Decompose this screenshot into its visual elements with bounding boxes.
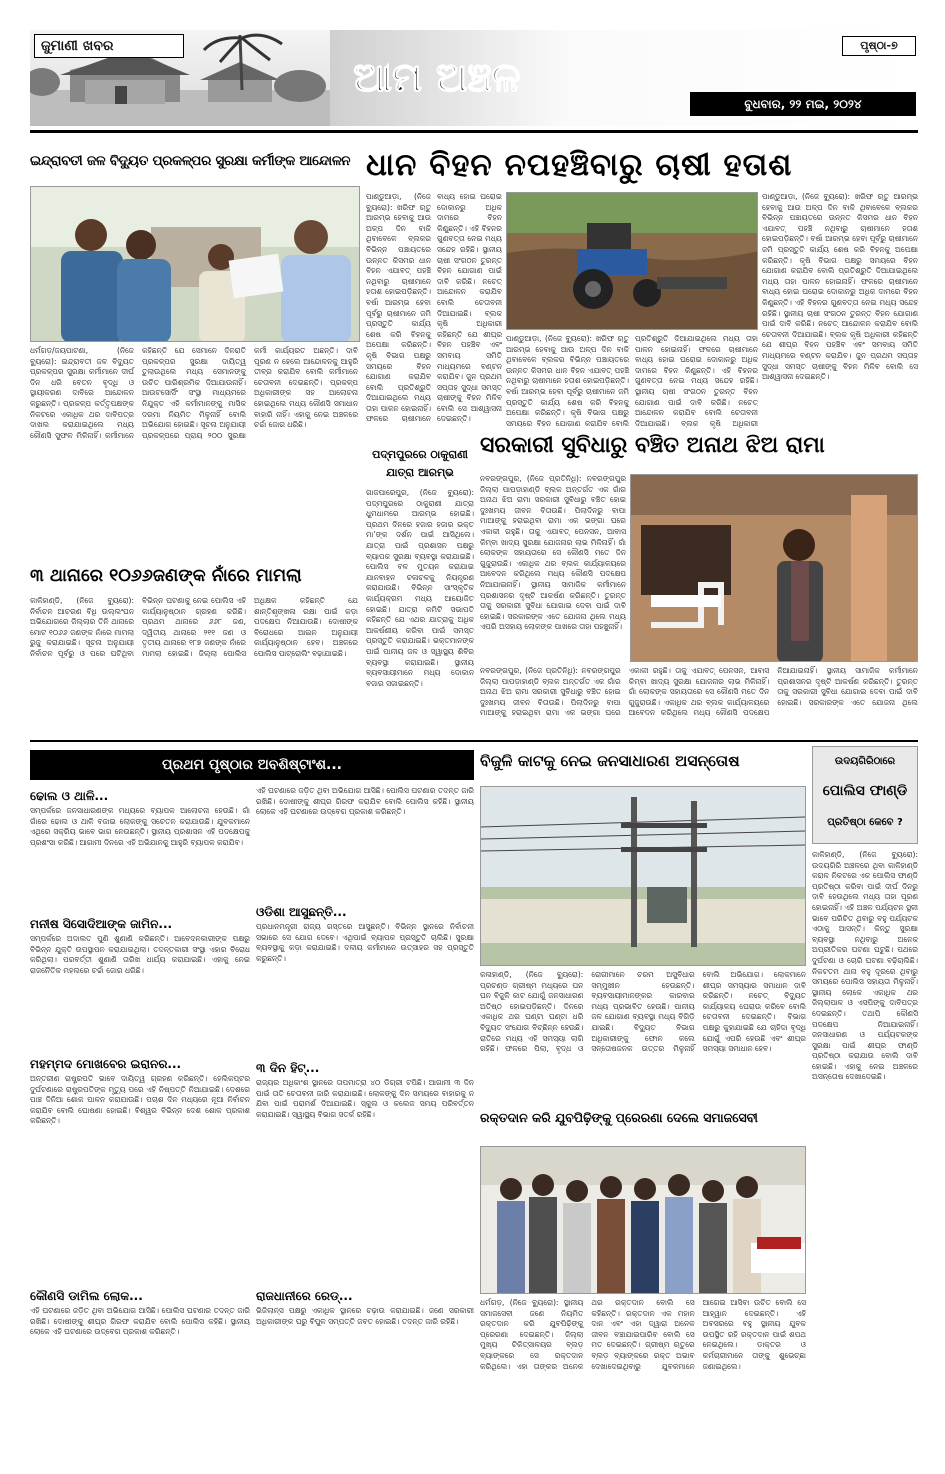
continued-banner-text: ପ୍ରଥମ ପୃଷ୍ଠାର ଅବଶିଷ୍ଟାଂଶ...: [162, 757, 342, 773]
art2-body-left: ପାଣ୍ଡୁଆଡ଼ା, (ନିଜେ ବ୍ୟୁରୋ): ଖରିଫ ଋତୁ ଆରମ୍ଭ ହେବାକୁ ଆଉ ଅଳ୍ପ ଦିନ ବାକି ଥିବାବେଳେ ବ୍ଲକର ବିଭିନ୍ନ ପଞ୍ଚାୟତରେ ଉନ୍ନତ କିସମର ଧାନ ବିହନ ଏଯାବତ୍ ପହଞ୍ଚି ନଥିବାରୁ ଚାଷୀମାନେ ହତାଶ ହୋଇପଡ଼ିଛନ୍ତି। ବର୍ଷା ଆରମ୍ଭ ହେବା ପୂର୍ବରୁ ଚାଷୀମାନେ ଜମି ପ୍ରସ୍ତୁତି କାର୍ଯ୍ୟ ଶେଷ କରି ବିହନକୁ ଅପେକ୍ଷା କରିଛନ୍ତି। କୃଷି ବିଭାଗ ପକ୍ଷରୁ ସମୟରେ ବିହନ ଯୋଗାଣ କରାଯିବ ବୋଲି ପ୍ରତିଶ୍ରୁତି ଦିଆଯାଇଥିଲେ ମଧ୍ୟ ତାହା ପାଳନ ହୋଇନାହିଁ। ଫଳରେ ଚାଷୀମାନେ ବାଧ୍ୟ ହୋଇ ଘରୋଇ ଦୋକାନରୁ ଅଧିକ ଦାମରେ ବିହନ କିଣୁଛନ୍ତି। ଏହି ବିହନର ଗୁଣବତ୍ତା ନେଇ ମଧ୍ୟ ସନ୍ଦେହ ରହିଛି। ସ୍ଥାନୀୟ ଚାଷୀ ସଂଗଠନ ତୁରନ୍ତ ବିହନ ଯୋଗାଣ ପାଇଁ ଦାବି କରିଛି। ନଚେତ୍ ଆନ୍ଦୋଳନ କରାଯିବ ବୋଲି ଚେତାବନୀ ଦିଆଯାଇଛି। ବ୍ଲକ କୃଷି ଅଧିକାରୀ କହିଛନ୍ତି ଯେ ଶୀଘ୍ର ବିହନ ପହଞ୍ଚିବ ଏବଂ ସମବାୟ ସମିତି ମାଧ୍ୟମରେ ବଣ୍ଟନ କରାଯିବ। ଜୁନ ପ୍ରଥମ ସପ୍ତାହ ସୁଦ୍ଧା ସମସ୍ତ ଚାଷୀଙ୍କୁ ବିହନ ମିଳିବ ବୋଲି ସେ ଆଶ୍ୱାସନା ଦେଇଛନ୍ତି।: [366, 192, 502, 424]
art8-box: [812, 746, 918, 844]
art6-headline: ବିଜୁଳି କାଟକୁ ନେଇ ଜନସାଧାରଣ ଅସନ୍ତୋଷ: [480, 752, 740, 770]
cont-item-body: ଏହି ଘଟଣାରେ ଜଡ଼ିତ ଥିବା ଅଭିଯୋଗ ଆସିଛି। ପୋଲିସ ଘଟଣାର ତଦନ୍ତ ଜାରି ରଖିଛି। ଦୋଷୀଙ୍କୁ ଶୀଘ୍ର ଗିରଫ କରାଯିବ ବୋଲି ପୋଲିସ କହିଛି। ସ୍ଥାନୀୟ ଲୋକେ ଏହି ଘଟଣାରେ ଉଦ୍‌ବେଗ ପ୍ରକାଶ କରିଛନ୍ତି।: [256, 786, 474, 817]
masthead-rule: [30, 130, 918, 133]
cont-item-body: ଅନ୍ତରୀଣ ରାଷ୍ଟ୍ରପତି ଭାବେ ଦାୟିତ୍ୱ ଗ୍ରହଣ କରିଛନ୍ତି। ହେଲିକପ୍ଟର ଦୁର୍ଘଟଣାରେ ରାଷ୍ଟ୍ରପତିଙ୍କ ମୃତ୍ୟୁ ପରେ ଏହି ନିଷ୍ପତ୍ତି ନିଆଯାଇଛି। ଦେଶରେ ପାଞ୍ଚ ଦିନିଆ ଶୋକ ପାଳନ କରାଯାଉଛି। ପଚାଶ ଦିନ ମଧ୍ୟରେ ନୂଆ ନିର୍ବାଚନ କରାଯିବ ବୋଲି ଘୋଷଣା ହୋଇଛି। ବିଶ୍ୱର ବିଭିନ୍ନ ଦେଶ ଶୋକ ପ୍ରକାଶ କରିଛନ୍ତି।: [30, 1074, 250, 1126]
continued-col-right: [256, 786, 474, 1446]
brand-name: ଜୁମାଣୀ ଖବର: [41, 38, 114, 54]
art3-headline-line1: ପଦ୍ମପୁରରେ ଠାକୁରାଣୀ: [372, 448, 468, 461]
art4-headline: ସରକାରୀ ସୁବିଧାରୁ ବଞ୍ଚିତ ଅନାଥ ଝିଅ ରାମା: [480, 433, 825, 458]
art2-body-right: ପାଣ୍ଡୁଆଡ଼ା, (ନିଜେ ବ୍ୟୁରୋ): ଖରିଫ ଋତୁ ଆରମ୍ଭ ହେବାକୁ ଆଉ ଅଳ୍ପ ଦିନ ବାକି ଥିବାବେଳେ ବ୍ଲକର ବିଭିନ୍ନ ପଞ୍ଚାୟତରେ ଉନ୍ନତ କିସମର ଧାନ ବିହନ ଏଯାବତ୍ ପହଞ୍ଚି ନଥିବାରୁ ଚାଷୀମାନେ ହତାଶ ହୋଇପଡ଼ିଛନ୍ତି। ବର୍ଷା ଆରମ୍ଭ ହେବା ପୂର୍ବରୁ ଚାଷୀମାନେ ଜମି ପ୍ରସ୍ତୁତି କାର୍ଯ୍ୟ ଶେଷ କରି ବିହନକୁ ଅପେକ୍ଷା କରିଛନ୍ତି। କୃଷି ବିଭାଗ ପକ୍ଷରୁ ସମୟରେ ବିହନ ଯୋଗାଣ କରାଯିବ ବୋଲି ପ୍ରତିଶ୍ରୁତି ଦିଆଯାଇଥିଲେ ମଧ୍ୟ ତାହା ପାଳନ ହୋଇନାହିଁ। ଫଳରେ ଚାଷୀମାନେ ବାଧ୍ୟ ହୋଇ ଘରୋଇ ଦୋକାନରୁ ଅଧିକ ଦାମରେ ବିହନ କିଣୁଛନ୍ତି। ଏହି ବିହନର ଗୁଣବତ୍ତା ନେଇ ମଧ୍ୟ ସନ୍ଦେହ ରହିଛି। ସ୍ଥାନୀୟ ଚାଷୀ ସଂଗଠନ ତୁରନ୍ତ ବିହନ ଯୋଗାଣ ପାଇଁ ଦାବି କରିଛି। ନଚେତ୍ ଆନ୍ଦୋଳନ କରାଯିବ ବୋଲି ଚେତାବନୀ ଦିଆଯାଇଛି। ବ୍ଲକ କୃଷି ଅଧିକାରୀ କହିଛନ୍ତି ଯେ ଶୀଘ୍ର ବିହନ ପହଞ୍ଚିବ ଏବଂ ସମବାୟ ସମିତି ମାଧ୍ୟମରେ ବଣ୍ଟନ କରାଯିବ। ଜୁନ ପ୍ରଥମ ସପ୍ତାହ ସୁଦ୍ଧା ସମସ୍ତ ଚାଷୀଙ୍କୁ ବିହନ ମିଳିବ ବୋଲି ସେ ଆଶ୍ୱାସନା ଦେଇଛନ୍ତି।: [762, 192, 918, 382]
cont-item-body: ପ୍ରଧାନମନ୍ତ୍ରୀ ରାଜ୍ୟ ଗସ୍ତରେ ଆସୁଛନ୍ତି। ବିଭିନ୍ନ ସ୍ଥାନରେ ନିର୍ବାଚନୀ ସଭାରେ ସେ ଯୋଗ ଦେବେ। ଏଥିପାଇଁ ବ୍ୟାପକ ପ୍ରସ୍ତୁତି ଚାଲିଛି। ସୁରକ୍ଷା ବ୍ୟବସ୍ଥାକୁ କଡ଼ା କରାଯାଇଛି। ଦଳୀୟ କର୍ମୀମାନେ ଉତ୍ସାହର ସହ ପ୍ରସ୍ତୁତି କରୁଛନ୍ତି।: [256, 922, 474, 963]
art3-body: ଗାଜପାରେପୁର, (ନିଜେ ବ୍ୟୁରୋ): ପଦ୍ମପୁରରେ ଠାକୁରାଣୀ ଯାତ୍ରା ଧୁମଧାମରେ ଆରମ୍ଭ ହୋଇଛି। ପ୍ରଥମ ଦିନରେ ହଜାର ହଜାର ଭକ୍ତ ମା’ଙ୍କ ଦର୍ଶନ ପାଇଁ ଆସିଥିଲେ। ଯାତ୍ରା ପାଇଁ ପ୍ରଶାସନ ପକ୍ଷରୁ ବ୍ୟାପକ ସୁରକ୍ଷା ବ୍ୟବସ୍ଥା କରାଯାଇଛି। ପୋଲିସ ବଳ ମୁତୟନ କରାଯାଇ ଯାନବାହନ ଚଳାଚଳକୁ ନିୟନ୍ତ୍ରଣ କରାଯାଉଛି। ବିଭିନ୍ନ ସାଂସ୍କୃତିକ କାର୍ଯ୍ୟକ୍ରମ ମଧ୍ୟ ଆୟୋଜିତ ହୋଇଛି। ଯାତ୍ରା କମିଟି ସଭାପତି କହିଛନ୍ତି ଯେ ଏଥର ଯାତ୍ରାକୁ ଅଧିକ ଆକର୍ଷଣୀୟ କରିବା ପାଇଁ ସମସ୍ତ ପ୍ରସ୍ତୁତି କରାଯାଇଛି। ଭକ୍ତମାନଙ୍କ ପାଇଁ ପାନୀୟ ଜଳ ଓ ସ୍ୱାସ୍ଥ୍ୟ ଶିବିର ବ୍ୟବସ୍ଥା କରାଯାଇଛି। ସ୍ଥାନୀୟ ବ୍ୟବସାୟୀମାନେ ମଧ୍ୟ ଦୋକାନ ବଜାର ସଜାଇଛନ୍ତି।: [366, 488, 474, 688]
art8-body: କାଳିହାଣ୍ଡି, (ନିଜେ ବ୍ୟୁରୋ): ଉଦୟଗିରି ଅଞ୍ଚଳରେ ଥିବା କାଳିହାଣ୍ଡି କରାଳ ନିକଟରେ ଏକ ପୋଲିସ ଫାଣ୍ଡି ପ୍ରତିଷ୍ଠା କରିବା ପାଇଁ ଦୀର୍ଘ ଦିନରୁ ଦାବି ହେଉଥିଲେ ମଧ୍ୟ ତାହା ପୂରଣ ହୋଇନାହିଁ। ଏହି ଅଞ୍ଚଳ ପର୍ଯ୍ୟଟନ ସ୍ଥଳୀ ଭାବେ ପରିଚିତ ଥିବାରୁ ବହୁ ପର୍ଯ୍ୟଟକ ଏଠାକୁ ଆସନ୍ତି। କିନ୍ତୁ ସୁରକ୍ଷା ବ୍ୟବସ୍ଥା ନଥିବାରୁ ଅନେକ ଅପ୍ରୀତିକର ଘଟଣା ଘଟୁଛି। ପଥରେ ଦୁର୍ଘଟଣା ଓ ଚୋରି ଘଟଣା ବଢ଼ିଚାଲିଛି। ନିକଟତମ ଥାନା ବହୁ ଦୂରରେ ଥିବାରୁ ସମୟରେ ପୋଲିସ ସହାୟତା ମିଳୁନାହିଁ। ସ୍ଥାନୀୟ ଲୋକେ ଏକାଧିକ ଥର ଜିଲ୍ଲାପାଳ ଓ ଏସପିଙ୍କୁ ଦାବିପତ୍ର ଦେଇଛନ୍ତି। ତଥାପି କୌଣସି ପଦକ୍ଷେପ ନିଆଯାଇନାହିଁ। ଜନସାଧାରଣ ଓ ପର୍ଯ୍ୟଟକଙ୍କ ସୁରକ୍ଷା ପାଇଁ ଶୀଘ୍ର ଫାଣ୍ଡି ପ୍ରତିଷ୍ଠା କରାଯାଉ ବୋଲି ଦାବି ହୋଇଛି। ଏହାକୁ ନେଇ ଅଞ୍ଚଳରେ ଅସନ୍ତୋଷ ଦେଖାଦେଇଛି।: [812, 850, 918, 1082]
masthead: [30, 30, 918, 128]
art7-body: ଧର୍ମଗଡ଼, (ନିଜେ ବ୍ୟୁରୋ): ସ୍ଥାନୀୟ ସମାଜସେବୀ ଜଣେ ନିୟମିତ ରକ୍ତଦାନ କରି ଯୁବପିଢ଼ିଙ୍କୁ ପ୍ରେରଣା ଦେଇଛନ୍ତି। ଜିଲ୍ଲା ମୁଖ୍ୟ ଚିକିତ୍ସାଳୟର ବ୍ଲଡ଼ ବ୍ୟାଙ୍କରେ ସେ ରକ୍ତଦାନ କରିଥିଲେ। ଏହା ତାଙ୍କର ଅନେକ ଥର ରକ୍ତଦାନ ବୋଲି ସେ କହିଛନ୍ତି। ରକ୍ତଦାନ ଏକ ମହାନ ଦାନ ଏବଂ ଏହା ଦ୍ୱାରା ଅନେକ ଜୀବନ ବଞ୍ଚାଯାଇପାରିବ ବୋଲି ସେ ମତ ଦେଇଛନ୍ତି। ଗ୍ରୀଷ୍ମ ଋତୁରେ ବ୍ଲଡ଼ ବ୍ୟାଙ୍କରେ ରକ୍ତ ଅଭାବ ଦେଖାଦେଇଥିବାରୁ ଯୁବକମାନେ ଆଗେଇ ଆସିବା ଉଚିତ ବୋଲି ସେ ଆହ୍ୱାନ ଦେଇଛନ୍ତି। ଏହି ଅବସରରେ ବହୁ ସ୍ଥାନୀୟ ଯୁବକ ଉପସ୍ଥିତ ରହି ରକ୍ତଦାନ ପାଇଁ ଶପଥ ନେଇଥିଲେ। ଡାକ୍ତର ଓ କର୍ମଚାରୀମାନେ ତାଙ୍କୁ ଶୁଭେଚ୍ଛା ଜଣାଇଥିଲେ।: [480, 1298, 806, 1371]
art8-headline-line2: ପୋଲିସ ଫାଣ୍ଡି: [822, 783, 908, 799]
art4-photo: [630, 474, 918, 662]
cont-item-title: ରାଜଧାନୀରେ ରେଡ୍...: [256, 1289, 353, 1303]
art7-headline: ରକ୍ତଦାନ କରି ଯୁବପିଢ଼ିଙ୍କୁ ପ୍ରେରଣା ଦେଲେ ସମାଜସେବୀ: [480, 1110, 758, 1125]
cont-item-title: ଓଡିଶା ଆସୁଛନ୍ତି...: [256, 905, 347, 919]
section-title: ଆମ ଅଞ୍ଚଳ: [353, 55, 521, 101]
art4-body-bottom: ନବରଙ୍ଗପୁର, (ନିଜେ ପ୍ରତିନିଧି): ନବରଙ୍ଗପୁର ଜିଲ୍ଲା ପାପଡ଼ାହାଣ୍ଡି ବ୍ଲକ ଅନ୍ତର୍ଗତ ଏକ ଗାଁର ଅନାଥ ଝିଅ ରାମା ସରକାରୀ ସୁବିଧାରୁ ବଞ୍ଚିତ ହୋଇ ଦୁଃଖମୟ ଜୀବନ ବିତାଉଛି। ପିଲାଦିନରୁ ବାପା ମାଆଙ୍କୁ ହରାଇଥିବା ରାମା ଏକ ଭଙ୍ଗା ଘରେ ଏକାକୀ ରହୁଛି। ତାକୁ ଏଯାବତ୍ ପେନସନ, ଆବାସ କିମ୍ବା ଖାଦ୍ୟ ସୁରକ୍ଷା ଯୋଜନାର ଲାଭ ମିଳିନାହିଁ। ଗାଁ ଲୋକଙ୍କ ସହାୟତାରେ ସେ କୌଣସି ମତେ ଦିନ ଗୁଜୁରାଉଛି। ଏକାଧିକ ଥର ବ୍ଲକ କାର୍ଯ୍ୟାଳୟରେ ଆବେଦନ କରିଥିଲେ ମଧ୍ୟ କୌଣସି ପଦକ୍ଷେପ ନିଆଯାଇନାହିଁ। ସ୍ଥାନୀୟ ସାମାଜିକ କର୍ମୀମାନେ ପ୍ରଶାସନର ଦୃଷ୍ଟି ଆକର୍ଷଣ କରିଛନ୍ତି। ତୁରନ୍ତ ତାକୁ ସରକାରୀ ସୁବିଧା ଯୋଗାଇ ଦେବା ପାଇଁ ଦାବି ହୋଇଛି। ସରକାରଙ୍କ ଏତେ ଯୋଜନା ଥିଲେ: [480, 666, 918, 718]
art1-photo: [30, 186, 360, 342]
art8-headline-line1: ଉଦୟଗିରିଠାରେ: [834, 756, 896, 767]
cont-item-title: ଢୋଲ ଓ ଥାଳି...: [30, 789, 109, 803]
art4-body-left: ନବରଙ୍ଗପୁର, (ନିଜେ ପ୍ରତିନିଧି): ନବରଙ୍ଗପୁର ଜିଲ୍ଲା ପାପଡ଼ାହାଣ୍ଡି ବ୍ଲକ ଅନ୍ତର୍ଗତ ଏକ ଗାଁର ଅନାଥ ଝିଅ ରାମା ସରକାରୀ ସୁବିଧାରୁ ବଞ୍ଚିତ ହୋଇ ଦୁଃଖମୟ ଜୀବନ ବିତାଉଛି। ପିଲାଦିନରୁ ବାପା ମାଆଙ୍କୁ ହରାଇଥିବା ରାମା ଏକ ଭଙ୍ଗା ଘରେ ଏକାକୀ ରହୁଛି। ତାକୁ ଏଯାବତ୍ ପେନସନ, ଆବାସ କିମ୍ବା ଖାଦ୍ୟ ସୁରକ୍ଷା ଯୋଜନାର ଲାଭ ମିଳିନାହିଁ। ଗାଁ ଲୋକଙ୍କ ସହାୟତାରେ ସେ କୌଣସି ମତେ ଦିନ ଗୁଜୁରାଉଛି। ଏକାଧିକ ଥର ବ୍ଲକ କାର୍ଯ୍ୟାଳୟରେ ଆବେଦନ କରିଥିଲେ ମଧ୍ୟ କୌଣସି ପଦକ୍ଷେପ ନିଆଯାଇନାହିଁ। ସ୍ଥାନୀୟ ସାମାଜିକ କର୍ମୀମାନେ ପ୍ରଶାସନର ଦୃଷ୍ଟି ଆକର୍ଷଣ କରିଛନ୍ତି। ତୁରନ୍ତ ତାକୁ ସରକାରୀ ସୁବିଧା ଯୋଗାଇ ଦେବା ପାଇଁ ଦାବି ହୋଇଛି। ସରକାରଙ୍କ ଏତେ ଯୋଜନା ଥିଲେ ମଧ୍ୟ ଏପରି ଅସହାୟ ଲୋକଙ୍କ ପାଖରେ ତାହା ପହଞ୍ଚୁନାହିଁ।: [480, 474, 626, 632]
page-number: ପୃଷ୍ଠା-୭: [860, 39, 898, 52]
cont-item-title: ୩ ଦିନ ହିଟ୍...: [256, 1061, 320, 1075]
art8-headline-line3: ପ୍ରତିଷ୍ଠା କେବେ ?: [827, 817, 903, 828]
cont-item-body: ଭିଜିଲାନ୍ସ ପକ୍ଷରୁ ଏକାଧିକ ସ୍ଥାନରେ ଚଢ଼ାଉ କରାଯାଇଛି। ଜଣେ ସରକାରୀ ଅଧିକାରୀଙ୍କ ଘରୁ ବିପୁଳ ସମ୍ପତ୍ତି ଜବତ ହୋଇଛି। ତଦନ୍ତ ଜାରି ରହିଛି।: [256, 1306, 474, 1326]
art6-body: କଳାହାଣ୍ଡି, (ନିଜେ ବ୍ୟୁରୋ): ପ୍ରଚଣ୍ଡ ଗ୍ରୀଷ୍ମ ମଧ୍ୟରେ ଘନ ଘନ ବିଜୁଳି କାଟ ଯୋଗୁଁ ଜନସାଧାରଣ ଅତିଷ୍ଠ ହୋଇପଡ଼ିଛନ୍ତି। ଦିନରେ ଏକାଧିକ ଥର ଘଣ୍ଟା ଘଣ୍ଟା ଧରି ବିଦ୍ୟୁତ ସଂଯୋଗ ବିଚ୍ଛିନ୍ନ ହେଉଛି। ରାତିରେ ମଧ୍ୟ ଏହି ସମସ୍ୟା ଲାଗି ରହିଛି। ଫଳରେ ପିଲା, ବୃଦ୍ଧ ଓ ରୋଗୀମାନେ ଚରମ ଅସୁବିଧାର ସମ୍ମୁଖୀନ ହେଉଛନ୍ତି। ବ୍ୟବସାୟୀମାନଙ୍କର କାରବାର ମଧ୍ୟ ପ୍ରଭାବିତ ହେଉଛି। ପାନୀୟ ଜଳ ଯୋଗାଣ ବ୍ୟବସ୍ଥା ମଧ୍ୟ ବିଗିଡ଼ି ଯାଇଛି। ବିଦ୍ୟୁତ ବିଭାଗ ଅଧିକାରୀଙ୍କୁ ଫୋନ କଲେ ସନ୍ତୋଷଜନକ ଉତ୍ତର ମିଳୁନାହିଁ ବୋଲି ଅଭିଯୋଗ। ଲୋକମାନେ ଶୀଘ୍ର ସମସ୍ୟାର ସମାଧାନ ଦାବି କରିଛନ୍ତି। ନଚେତ୍ ବିଦ୍ୟୁତ କାର୍ଯ୍ୟାଳୟ ଘେରାଉ କରିବେ ବୋଲି ଚେତାବନୀ ଦେଇଛନ୍ତି। ବିଭାଗ ପକ୍ଷରୁ କୁହାଯାଇଛି ଯେ ଚାହିଦା ବୃଦ୍ଧି ଯୋଗୁଁ ଏପରି ହେଉଛି ଏବଂ ଶୀଘ୍ର ସମସ୍ୟା ସମାଧାନ ହେବ।: [480, 970, 806, 1054]
page-number-badge: [842, 36, 916, 56]
cont-item-title: ମହମ୍ମଦ ମୋଖବେର ଇରାନର...: [30, 1057, 182, 1071]
cont-item-body: ସମ୍ପର୍କରେ ଅଦାଲତ ପୁଣି ଶୁଣାଣି କରିଛନ୍ତି। ଆବେଦନକାରୀଙ୍କ ପକ୍ଷରୁ ବିଭିନ୍ନ ଯୁକ୍ତି ଉପସ୍ଥାପନ କରାଯାଇଥିଲା। ତଦନ୍ତକାରୀ ସଂସ୍ଥା ଏହାର ବିରୋଧ କରିଥିଲା। ପରବର୍ତ୍ତୀ ଶୁଣାଣି ତାରିଖ ଧାର୍ଯ୍ୟ କରାଯାଇଛି। ଏହାକୁ ନେଇ ରାଜନୈତିକ ମହଲରେ ଚର୍ଚ୍ଚା ଜୋର ଧରିଛି।: [30, 934, 250, 975]
art2-headline: ଧାନ ବିହନ ନପହଞ୍ଚିବାରୁ ଚାଷୀ ହତାଶ: [366, 147, 793, 183]
cont-item-title: ମନୀଷ ସିସୋଦିଆଙ୍କ ଜାମିନ...: [30, 917, 173, 931]
cont-item-body: ଏହି ଘଟଣାରେ ଜଡ଼ିତ ଥିବା ଅଭିଯୋଗ ଆସିଛି। ପୋଲିସ ଘଟଣାର ତଦନ୍ତ ଜାରି ରଖିଛି। ଦୋଷୀଙ୍କୁ ଶୀଘ୍ର ଗିରଫ କରାଯିବ ବୋଲି ପୋଲିସ କହିଛି। ସ୍ଥାନୀୟ ଲୋକେ ଏହି ଘଟଣାରେ ଉଦ୍‌ବେଗ ପ୍ରକାଶ କରିଛନ୍ତି।: [30, 1306, 250, 1337]
art7-photo: [480, 1146, 806, 1294]
continued-banner: [30, 750, 474, 780]
art3-headline-line2: ଯାତ୍ରା ଆରମ୍ଭ: [386, 466, 454, 479]
section-divider: [30, 740, 918, 742]
art2-body-bottom: ପାଣ୍ଡୁଆଡ଼ା, (ନିଜେ ବ୍ୟୁରୋ): ଖରିଫ ଋତୁ ଆରମ୍ଭ ହେବାକୁ ଆଉ ଅଳ୍ପ ଦିନ ବାକି ଥିବାବେଳେ ବ୍ଲକର ବିଭିନ୍ନ ପଞ୍ଚାୟତରେ ଉନ୍ନତ କିସମର ଧାନ ବିହନ ଏଯାବତ୍ ପହଞ୍ଚି ନଥିବାରୁ ଚାଷୀମାନେ ହତାଶ ହୋଇପଡ଼ିଛନ୍ତି। ବର୍ଷା ଆରମ୍ଭ ହେବା ପୂର୍ବରୁ ଚାଷୀମାନେ ଜମି ପ୍ରସ୍ତୁତି କାର୍ଯ୍ୟ ଶେଷ କରି ବିହନକୁ ଅପେକ୍ଷା କରିଛନ୍ତି। କୃଷି ବିଭାଗ ପକ୍ଷରୁ ସମୟରେ ବିହନ ଯୋଗାଣ କରାଯିବ ବୋଲି ପ୍ରତିଶ୍ରୁତି ଦିଆଯାଇଥିଲେ ମଧ୍ୟ ତାହା ପାଳନ ହୋଇନାହିଁ। ଫଳରେ ଚାଷୀମାନେ ବାଧ୍ୟ ହୋଇ ଘରୋଇ ଦୋକାନରୁ ଅଧିକ ଦାମରେ ବିହନ କିଣୁଛନ୍ତି। ଏହି ବିହନର ଗୁଣବତ୍ତା ନେଇ ମଧ୍ୟ ସନ୍ଦେହ ରହିଛି। ସ୍ଥାନୀୟ ଚାଷୀ ସଂଗଠନ ତୁରନ୍ତ ବିହନ ଯୋଗାଣ ପାଇଁ ଦାବି କରିଛି। ନଚେତ୍ ଆନ୍ଦୋଳନ କରାଯିବ ବୋଲି ଚେତାବନୀ ଦିଆଯାଇଛି। ବ୍ଲକ କୃଷି ଅଧିକାରୀ: [506, 334, 758, 428]
continued-col-left: [30, 786, 250, 1446]
art3-headline: [366, 446, 474, 482]
art6-powerline-photo: [480, 786, 806, 966]
issue-date: ବୁଧବାର, ୨୨ ମଇ, ୨୦୨୪: [744, 97, 862, 111]
date-bar: [690, 92, 916, 116]
art1-headline: ଇନ୍ଦ୍ରାବତୀ ଜଳ ବିଦ୍ୟୁତ ପ୍ରକଳ୍ପର ସୁରକ୍ଷା କର୍ମୀଙ୍କ ଆନ୍ଦୋଳନ: [30, 153, 351, 169]
art5-headline: ୩ ଥାନାରେ ୧୦୬୬ଜଣଙ୍କ ନାଁରେ ମାମଲା: [30, 566, 302, 586]
brand-logo: [34, 34, 184, 58]
cont-item-body: ସମ୍ପର୍କରେ ଜନସାଧାରଣଙ୍କ ମଧ୍ୟରେ ବ୍ୟାପକ ଆଲୋଚନା ହେଉଛି। ଗାଁ ଗାଁରେ ଢୋଲ ଓ ଥାଳି ବଜାଇ ଲୋକଙ୍କୁ ସଚେତନ କରାଯାଉଛି। ଯୁବକମାନେ ଏଥିରେ ସକ୍ରିୟ ଭାବେ ଭାଗ ନେଉଛନ୍ତି। ସ୍ଥାନୀୟ ପ୍ରଶାସନ ଏହି ପଦକ୍ଷେପକୁ ପ୍ରଶଂସା କରିଛି। ଆଗାମୀ ଦିନରେ ଏହି ଅଭିଯାନକୁ ଆହୁରି ବ୍ୟାପକ କରାଯିବ।: [30, 806, 250, 847]
art5-body: କାଳିହାଣ୍ଡି, (ନିଜେ ବ୍ୟୁରୋ): ନିର୍ବାଚନ ଆଚରଣ ବିଧି ଉଲ୍ଲଂଘନ ଅଭିଯୋଗରେ ଜିଲ୍ଲାର ତିନି ଥାନାରେ ମୋଟ ୧୦୬୬ ଜଣଙ୍କ ନାଁରେ ମାମଲା ରୁଜୁ କରାଯାଇଛି। ସୂଚନା ଅନୁଯାୟୀ ନିର୍ବାଚନ ପୂର୍ବରୁ ଓ ପରେ ଘଟିଥିବା ବିଭିନ୍ନ ଘଟଣାକୁ ନେଇ ପୋଲିସ ଏହି କାର୍ଯ୍ୟାନୁଷ୍ଠାନ ଗ୍ରହଣ କରିଛି। ପ୍ରଥମ ଥାନାରେ ୬୬୮ ଜଣ, ଦ୍ୱିତୀୟ ଥାନାରେ ୨୧୧ ଜଣ ଓ ତୃତୀୟ ଥାନାରେ ୧୮୭ ଜଣଙ୍କ ନାଁରେ ମାମଲା ହୋଇଛି। ଜିଲ୍ଲା ପୋଲିସ ଅଧିକ୍ଷକ କହିଛନ୍ତି ଯେ ଶାନ୍ତିଶୃଙ୍ଖଳା ରକ୍ଷା ପାଇଁ କଡ଼ା ପଦକ୍ଷେପ ନିଆଯାଉଛି। ଦୋଷୀଙ୍କ ବିରୋଧରେ ଆଇନ ଅନୁଯାୟୀ କାର୍ଯ୍ୟାନୁଷ୍ଠାନ ହେବ। ଅଞ୍ଚଳରେ ପୋଲିସ ପାଟ୍ରୋଲିଂ ବଢ଼ାଯାଇଛି।: [30, 596, 358, 658]
cont-item-title: କୌଣସି ଡାମିଲ ଲୋକ...: [30, 1289, 143, 1303]
art1-body: ଧର୍ମଗଡ଼/ଜୟପାଟଣା, (ନିଜେ ବ୍ୟୁରୋ): ଇନ୍ଦ୍ରାବତୀ ଜଳ ବିଦ୍ୟୁତ ପ୍ରକଳ୍ପର ସୁରକ୍ଷା କର୍ମୀମାନେ ଦୀର୍ଘ ଦିନ ଧରି ବେତନ ବୃଦ୍ଧି ଓ ସ୍ଥାୟୀକରଣ ଦାବିରେ ଆନ୍ଦୋଳନ କରୁଛନ୍ତି। ପ୍ରକଳ୍ପ କର୍ତ୍ତୃପକ୍ଷଙ୍କ ନିକଟରେ ଏକାଧିକ ଥର ଦାବିପତ୍ର ଦାଖଲ କରାଯାଇଥିଲେ ମଧ୍ୟ କୌଣସି ସୁଫଳ ମିଳିନାହିଁ। କର୍ମୀମାନେ କହିଛନ୍ତି ଯେ ସେମାନେ ଦିନରାତି ପ୍ରକଳ୍ପର ସୁରକ୍ଷା ଦାୟିତ୍ୱ ତୁଲାଉଥିଲେ ମଧ୍ୟ ସେମାନଙ୍କୁ ଉଚିତ ପାରିଶ୍ରମିକ ଦିଆଯାଉନାହିଁ। ଆଉଟସୋର୍ସିଂ ସଂସ୍ଥା ମାଧ୍ୟମରେ ନିଯୁକ୍ତ ଏହି କର୍ମୀମାନଙ୍କୁ ମାସିକ ଦରମା ନିୟମିତ ମିଳୁନାହିଁ ବୋଲି ଅଭିଯୋଗ ହୋଇଛି। ସୂଚନା ଅନୁଯାୟୀ ପ୍ରକଳ୍ପରେ ପ୍ରାୟ ୨୦୦ ସୁରକ୍ଷା କର୍ମୀ କାର୍ଯ୍ୟରତ ଅଛନ୍ତି। ଦାବି ପୂରଣ ନ ହେଲେ ଆନ୍ଦୋଳନକୁ ଆହୁରି ତୀବ୍ର କରାଯିବ ବୋଲି କର୍ମୀମାନେ ଚେତାବନୀ ଦେଇଛନ୍ତି। ପ୍ରକଳ୍ପ ଅଧିକାରୀଙ୍କ ସହ ଆଲୋଚନା ହୋଇଥିଲେ ମଧ୍ୟ କୌଣସି ସମାଧାନ ବାହାରି ନାହିଁ। ଏହାକୁ ନେଇ ଅଞ୍ଚଳରେ ଚର୍ଚ୍ଚା ଜୋର ଧରିଛି।: [30, 346, 358, 440]
art2-tractor-photo: [506, 192, 758, 330]
cont-item-body: ରାଜ୍ୟର ଅଧିକାଂଶ ସ୍ଥାନରେ ତାପମାତ୍ରା ୪୦ ଡିଗ୍ରୀ ଟପିଛି। ଆଗାମୀ ୩ ଦିନ ପାଇଁ ତାତି ଚେତାବନୀ ଜାରି କରାଯାଇଛି। ଲୋକଙ୍କୁ ଦିନ ସମୟରେ ବାହାରକୁ ନ ଯିବା ପାଇଁ ପରାମର୍ଶ ଦିଆଯାଇଛି। ସ୍କୁଲ ଓ କଲେଜ ସମୟ ପରିବର୍ତ୍ତନ କରାଯାଇଛି। ସ୍ୱାସ୍ଥ୍ୟ ବିଭାଗ ସତର୍କ ରହିଛି।: [256, 1078, 474, 1119]
